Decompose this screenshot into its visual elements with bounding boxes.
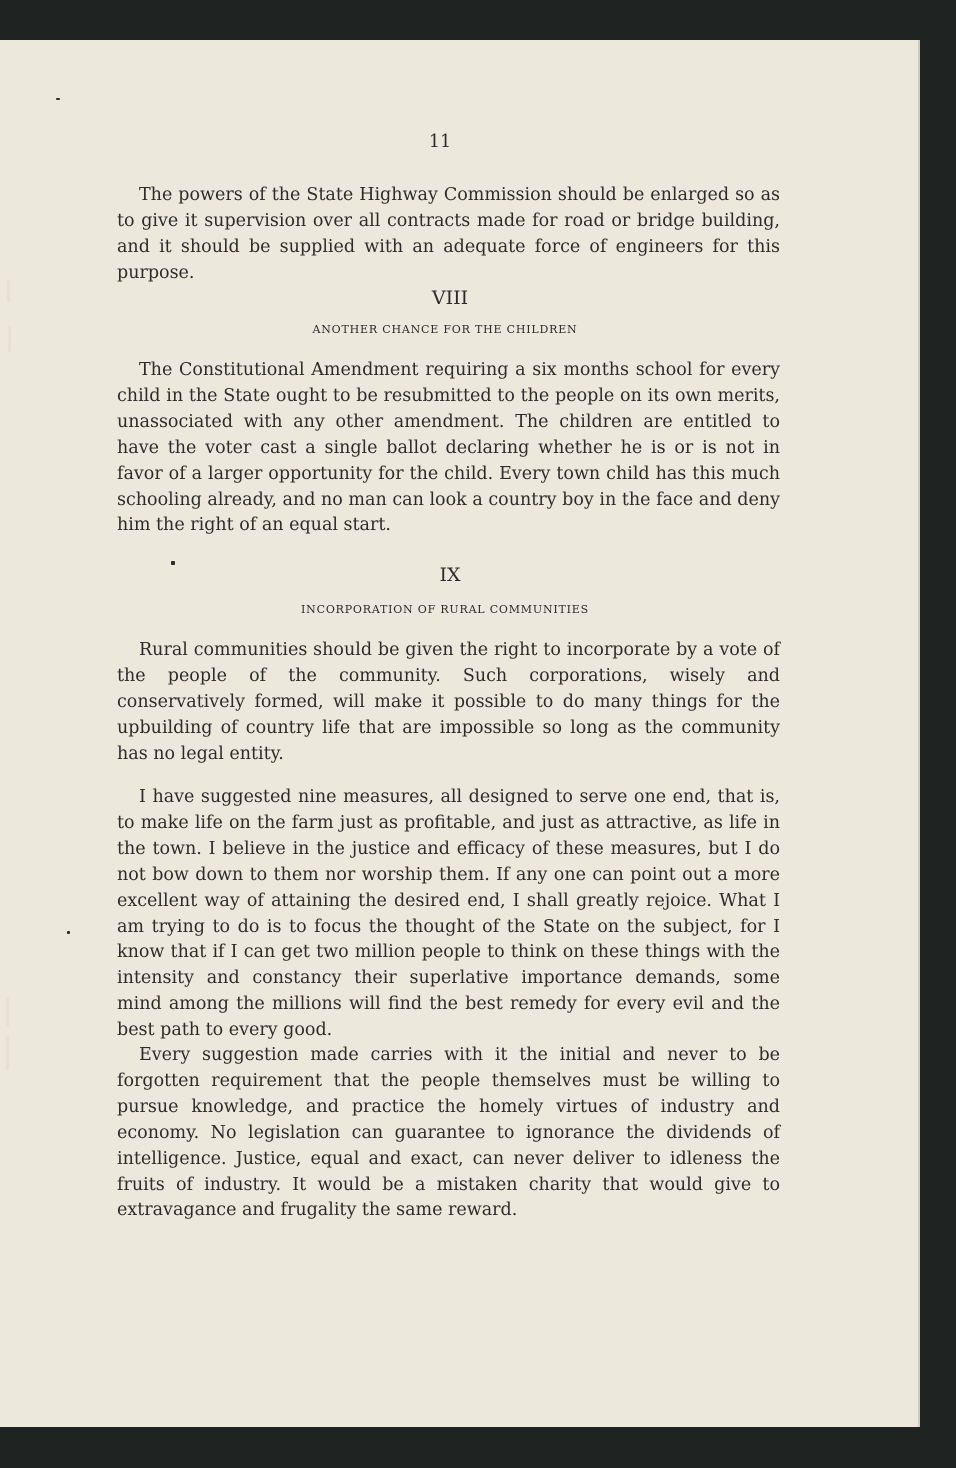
ink-speck [67,931,70,934]
binding-mark [6,997,9,1027]
section-heading-rural-communities: INCORPORATION OF RURAL COMMUNITIES [301,603,589,616]
page-number: 11 [428,132,452,152]
ink-speck [56,98,60,100]
document-page [0,40,918,1427]
paragraph-rural-communities: Rural communities should be given the right to incorporate by a vote of the people of the community. Such corporations, wisely and conservatively formed, will make it possible to do many things for the upbuilding of country life that are impossible so long as the community has no legal entity. [117,640,780,764]
paragraph-highway-commission: The powers of the State Highway Commission should be enlarged so as to give it supervision over all contracts made for road or bridge building, and it should be supplied with an adequate force of engineers for this purpose. [117,185,780,283]
binding-mark [6,1036,9,1070]
paragraph-constitutional-amendment: The Constitutional Amendment requiring a six months school for every child in the State ought to be resubmitted to the people on its own merits, unassociated with any other amendment. The children are entitled to have the voter cast a single ballot declaring whether he is or is not in favor of a larger opportunity for the child. Every town child has this much schooling already, and no man can look a country boy in the face and deny him the right of an equal start. [117,360,780,536]
section-numeral-viii: VIII [431,287,469,309]
section-numeral-ix: IX [439,564,461,586]
section-heading-children: ANOTHER CHANCE FOR THE CHILDREN [312,323,578,336]
paragraph-every-suggestion: Every suggestion made carries with it the initial and never to be forgotten requirement that the people themselves must be willing to pursue knowledge, and practice the homely virtues of industry and economy. No legislation can guarantee to ignorance the dividends of intelligence. Justice, equal and exact, can never deliver to idleness the fruits of industry. It would be a mistaken charity that would give to extravagance and frugality the same reward. [117,1045,780,1221]
paragraph-nine-measures: I have suggested nine measures, all designed to serve one end, that is, to make life on the farm just as profitable, and just as attractive, as life in the town. I believe in the justice and efficacy of these measures, but I do not bow down to them nor worship them. If any one can point out a more excellent way of attaining the desired end, I shall greatly rejoice. What I am trying to do is to focus the thought of the State on the subject, for I know that if I can get two million people to think on these things with the intensity and constancy their superlative importance demands, some mind among the millions will find the best remedy for every evil and the best path to every good. [117,787,780,1041]
